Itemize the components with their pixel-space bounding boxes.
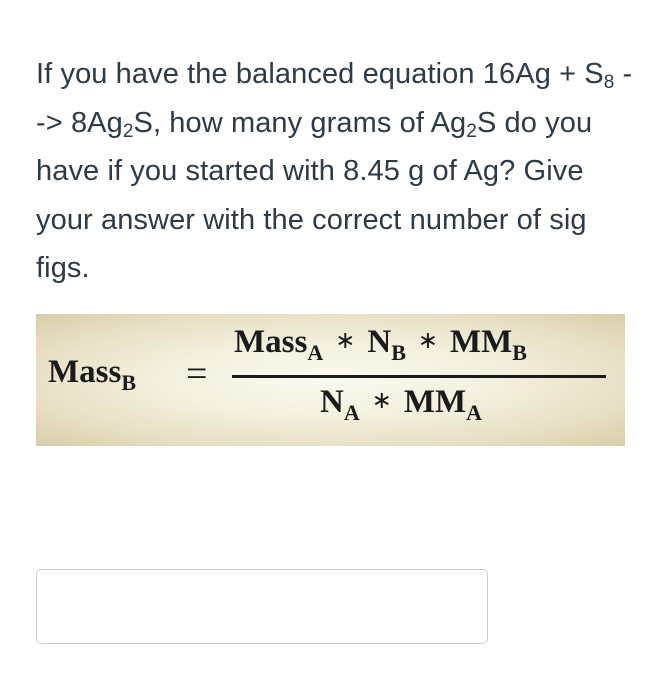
question-part-3: S, how many grams of Ag [133,106,467,139]
formula-denominator [320,384,483,425]
question-part-1: If you have the balanced equation 16Ag + S [36,58,604,90]
fraction-bar [232,375,606,378]
den-mm-sub: A [466,400,483,425]
formula-numerator [234,324,527,365]
question-part-4: S do you have if you started with 8.45 g of Ag? Give your answer with the correct number of sig figs. [36,106,593,284]
subscript-8: 8 [603,72,615,93]
question-part-2: --> 8Ag [36,58,633,139]
multiply-icon: ∗ [371,386,392,414]
formula-image [36,314,625,446]
den-mm: MM [403,384,467,420]
multiply-icon: ∗ [417,326,438,354]
formula-lhs [48,354,137,395]
num-mass: Mass [234,324,308,360]
answer-input[interactable] [36,569,488,644]
lhs-sub: B [121,370,137,395]
num-n: N [367,324,392,360]
num-mm-sub: B [512,340,527,365]
subscript-2: 2 [122,120,134,142]
question-text [36,50,636,293]
lhs-mass: Mass [48,354,122,390]
num-mass-sub: A [307,340,324,365]
den-n-sub: A [343,400,360,425]
num-mm: MM [449,324,513,360]
formula-equals: = [186,353,208,395]
den-n: N [320,384,344,420]
num-n-sub: B [391,340,406,365]
subscript-2b: 2 [466,120,477,142]
multiply-icon: ∗ [335,326,356,354]
